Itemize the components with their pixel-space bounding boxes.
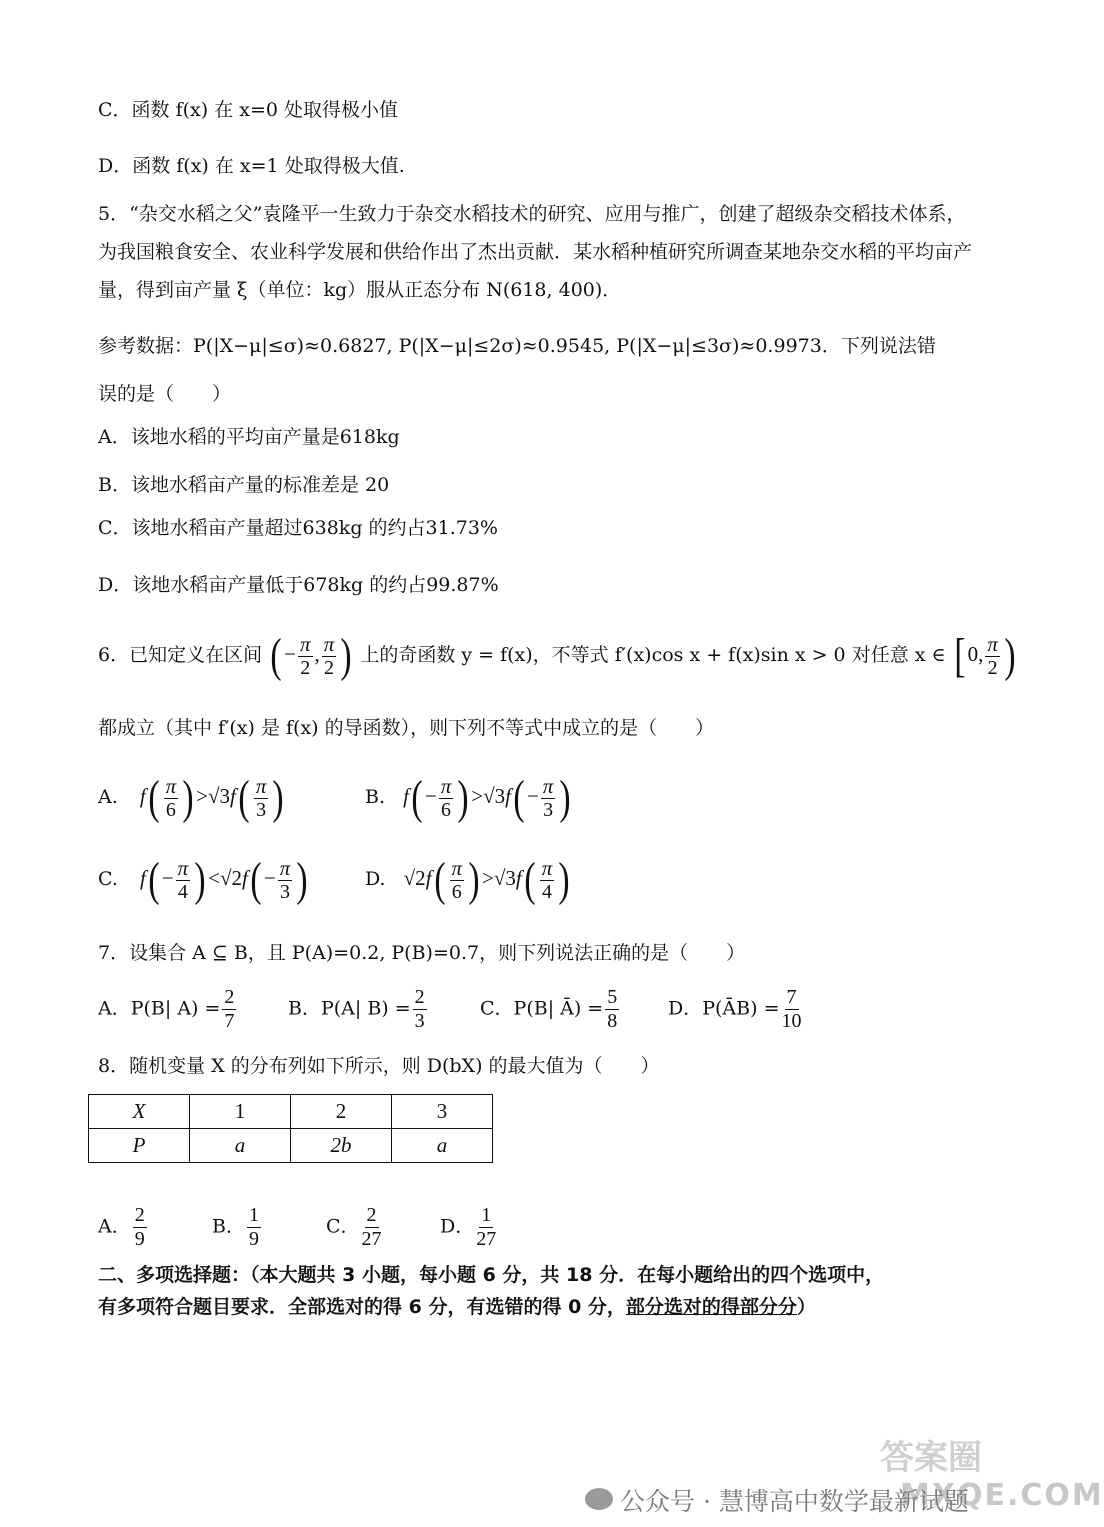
- table-cell: a: [190, 1129, 291, 1163]
- q5-stem-line1: 5．“杂交水稻之父”袁隆平一生致力于杂交水稻技术的研究、应用与推广，创建了超级杂交稻技术体系，: [98, 203, 966, 225]
- section2-heading-line2: 有多项符合题目要求．全部选对的得 6 分，有选错的得 0 分，部分选对的得部分分）: [98, 1296, 816, 1318]
- q5-option-a: A．该地水稻的平均亩产量是618kg: [98, 426, 400, 448]
- table-cell: 3: [392, 1095, 493, 1129]
- q7-stem: 7．设集合 A ⊆ B，且 P(A)=0.2, P(B)=0.7，则下列说法正确的是（ ）: [98, 942, 746, 964]
- q6-option-c: C. f( − $\frac{\pi}{4}$ ) <√2f( − $\frac{\pi}{3}$ ): [98, 853, 308, 907]
- partial-credit-note: 部分选对的得部分分: [625, 1296, 797, 1318]
- q7-option-c: C．P(B| Ā) = $\frac{5}{8}$: [480, 986, 618, 1032]
- q5-option-d: D．该地水稻亩产量低于678kg 的约占99.87%: [98, 574, 499, 596]
- q7-option-d: D．P(ĀB) = $\frac{7}{10}$: [668, 986, 802, 1032]
- q5-stem-line2: 为我国粮食安全、农业科学发展和供给作出了杰出贡献．某水稻种植研究所调查某地杂交水稻的平均亩产: [98, 241, 973, 263]
- table-row: [89, 1129, 493, 1163]
- q4-option-c: C．函数 f(x) 在 x=0 处取得极小值: [98, 99, 398, 121]
- table-cell: P: [89, 1129, 190, 1163]
- q6-option-d: D. √2f( $\frac{\pi}{6}$ ) >√3f( $\frac{\pi}{4}$ ): [365, 853, 570, 907]
- q7-option-b: B．P(A| B) = $\frac{2}{3}$: [288, 986, 425, 1032]
- table-cell: 2: [291, 1095, 392, 1129]
- q6-stem-part2: 上的奇函数 y = f(x)，不等式 f′(x)cos x + f(x)sin x > 0 对任意 x ∈: [360, 644, 946, 667]
- q5-stem-line3: 量，得到亩产量 ξ（单位：kg）服从正态分布 N(618, 400)．: [98, 279, 622, 301]
- q5-option-c: C．该地水稻亩产量超过638kg 的约占31.73%: [98, 517, 498, 539]
- q8-stem: 8．随机变量 X 的分布列如下所示，则 D(bX) 的最大值为（ ）: [98, 1055, 660, 1077]
- q4-option-d: D．函数 f(x) 在 x=1 处取得极大值.: [98, 155, 405, 177]
- table-cell: 1: [190, 1095, 291, 1129]
- q6-option-a: A. f( $\frac{\pi}{6}$ ) >√3f( $\frac{\pi}{3}$ ): [98, 771, 284, 825]
- q8-option-a: A． $\frac{2}{9}$: [98, 1204, 145, 1250]
- q6-stem-line1: 6．已知定义在区间 ( − $\frac{\pi}{2}$ , $\frac{\pi}{2}$ ) 上的奇函数 y = f(x)，不等式 f′(x)cos x + f(x)sin x > 0 对任意 x ∈ [ 0, $\frac{\pi}{2}$ ): [98, 629, 1016, 683]
- q5-question: 误的是（ ）: [98, 383, 232, 405]
- q6-stem-line2: 都成立（其中 f′(x) 是 f(x) 的导函数），则下列不等式中成立的是（ ）: [98, 717, 715, 739]
- watermark-text: 公众号 · 慧博高中数学最新试题: [620, 1487, 969, 1516]
- section2-heading-line1: 二、多项选择题：（本大题共 3 小题，每小题 6 分，共 18 分．在每小题给出的四个选项中，: [98, 1264, 885, 1286]
- wechat-icon: [585, 1488, 613, 1510]
- q8-option-c: C． $\frac{2}{27}$: [326, 1204, 382, 1250]
- q8-option-b: B． $\frac{1}{9}$: [212, 1204, 259, 1250]
- distribution-table: [88, 1094, 493, 1163]
- q6-option-b: B. f( − $\frac{\pi}{6}$ ) >√3f( − $\frac{\pi}{3}$ ): [365, 771, 571, 825]
- q7-option-a: A．P(B| A) = $\frac{2}{7}$: [98, 986, 235, 1032]
- table-cell: a: [392, 1129, 493, 1163]
- q5-reference-data: 参考数据：P(|X−μ|≤σ)≈0.6827, P(|X−μ|≤2σ)≈0.9545, P(|X−μ|≤3σ)≈0.9973．下列说法错: [98, 335, 936, 357]
- q5-option-b: B．该地水稻亩产量的标准差是 20: [98, 474, 390, 496]
- q8-option-d: D． $\frac{1}{27}$: [440, 1204, 497, 1250]
- watermark-stamp: 答案圈: [880, 1438, 982, 1478]
- table-cell: X: [89, 1095, 190, 1129]
- watermark-site: MXQE.COM: [900, 1478, 1104, 1513]
- table-row: [89, 1095, 493, 1129]
- q6-stem-part1: 6．已知定义在区间: [98, 644, 263, 667]
- table-cell: 2b: [291, 1129, 392, 1163]
